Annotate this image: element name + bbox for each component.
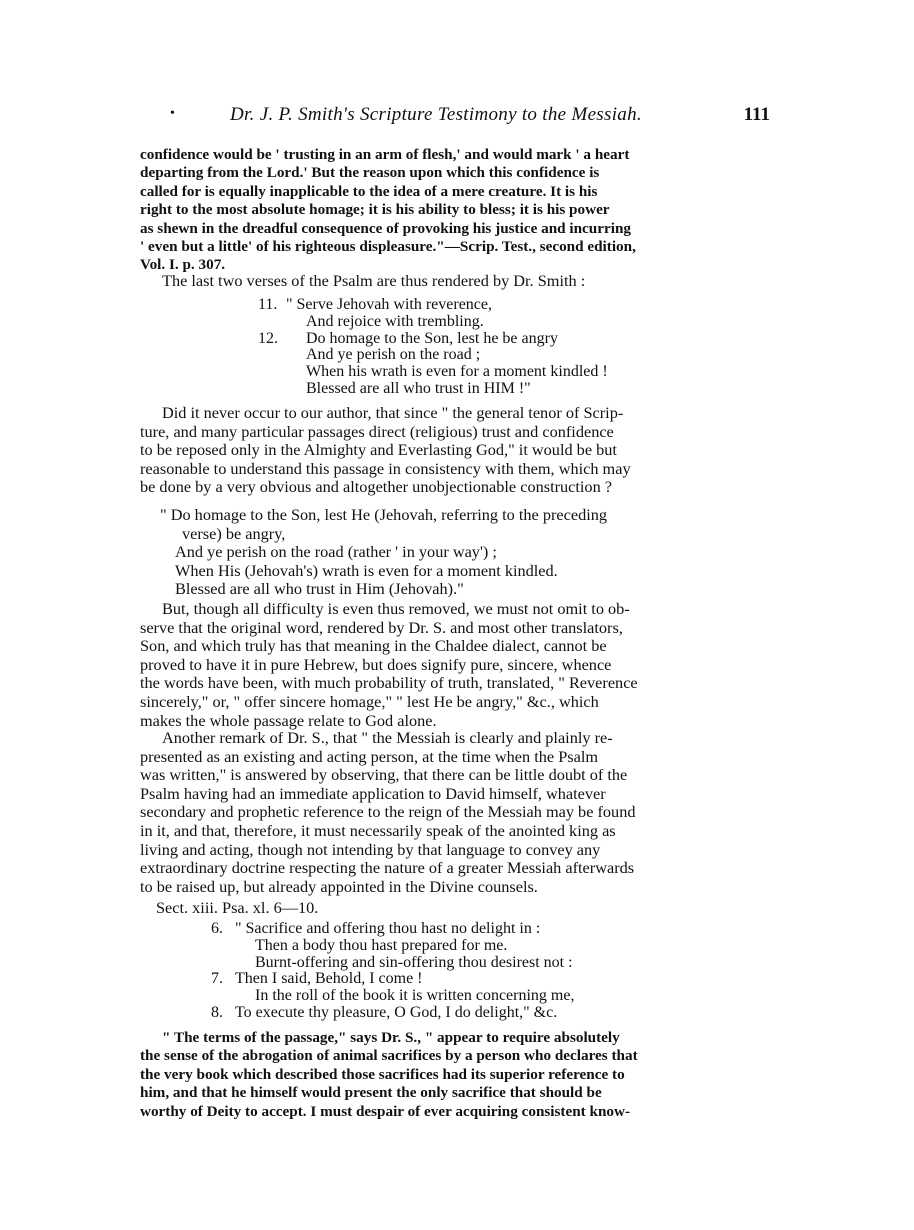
text-line: When His (Jehovah's) wrath is even for a moment kindled. <box>175 560 558 580</box>
verse-line <box>211 988 574 1005</box>
text-line: Vol. I. p. 307. <box>140 256 226 274</box>
header-dot: • <box>170 106 175 121</box>
verse-line <box>258 381 608 398</box>
paragraph-another-remark <box>140 729 768 896</box>
verse-text: Do homage to the Son, lest he be angry <box>306 329 558 347</box>
text-line: Psalm having had an immediate application to David himself, whatever <box>140 783 606 803</box>
text-line: called for is equally inapplicable to the idea of a mere creature. It is his <box>140 182 598 200</box>
text-line: him, and that he himself would present the only sacrifice that should be <box>140 1084 602 1102</box>
verse-text: Burnt-offering and sin-offering thou desirest not : <box>255 953 573 971</box>
text-line: secondary and prophetic reference to the reign of the Messiah may be found <box>140 802 636 822</box>
text-line: departing from the Lord.' But the reason upon which this confidence is <box>140 164 600 182</box>
text-line: living and acting, though not intending by that language to convey any <box>140 839 601 859</box>
verse-text: When his wrath is even for a moment kindled ! <box>306 363 608 381</box>
verse-text: To execute thy pleasure, O God, I do delight," &c. <box>235 1003 558 1021</box>
text-line: presented as an existing and acting person, at the time when the Psalm <box>140 746 599 766</box>
verse-text: Then I said, Behold, I come ! <box>235 970 423 988</box>
verse-text: " Serve Jehovah with reverence, <box>286 296 492 313</box>
text-line: Sect. xiii. Psa. xl. 6—10. <box>156 898 319 917</box>
text-line: the words have been, with much probability of truth, translated, " Reverence <box>140 673 638 693</box>
paragraph-did-it-never <box>140 404 768 497</box>
text-line: right to the most absolute homage; it is his ability to bless; it is his power <box>140 201 610 219</box>
text-line: verse) be angry, <box>182 523 286 543</box>
text-line: ture, and many particular passages direct (religious) trust and confidence <box>140 421 614 441</box>
text-line: Blessed are all who trust in Him (Jehovah)." <box>175 579 464 599</box>
verse-number: 11. <box>258 296 278 313</box>
verse-line <box>211 1005 574 1022</box>
running-title: Dr. J. P. Smith's Scripture Testimony to the Messiah. <box>230 104 642 125</box>
text-line: the sense of the abrogation of animal sacrifices by a person who declares that <box>140 1047 638 1065</box>
verse-text: And ye perish on the road ; <box>306 346 481 364</box>
psalm-2-verses <box>258 297 608 398</box>
text-line: proved to have it in pure Hebrew, but does signify pure, sincere, whence <box>140 654 612 674</box>
text-line: as shewn in the dreadful consequence of provoking his justice and incurring <box>140 219 631 237</box>
verse-line <box>211 921 574 938</box>
text-line: Did it never occur to our author, that since " the general tenor of Scrip- <box>162 403 624 422</box>
verse-number: 6. <box>211 920 223 937</box>
verse-text: Blessed are all who trust in HIM !" <box>306 379 531 397</box>
text-line: " Do homage to the Son, lest He (Jehovah, referring to the preceding <box>160 505 608 524</box>
verse-text: Then a body thou hast prepared for me. <box>255 936 508 954</box>
paragraph-but-though <box>140 600 768 730</box>
psalm-intro <box>140 272 768 291</box>
text-line: reasonable to understand this passage in consistency with them, which may <box>140 458 631 478</box>
verse-number: 12. <box>258 329 278 347</box>
text-line: sincerely," or, " offer sincere homage," " lest He be angry," &c., which <box>140 691 599 711</box>
verse-text: " Sacrifice and offering thou hast no delight in : <box>235 920 541 937</box>
verse-number: 7. <box>211 970 223 988</box>
running-header <box>170 104 770 134</box>
text-line: Son, and which truly has that meaning in the Chaldee dialect, cannot be <box>140 636 607 656</box>
verse-line <box>258 364 608 381</box>
text-line: The last two verses of the Psalm are thus rendered by Dr. Smith : <box>162 271 586 290</box>
text-line: But, though all difficulty is even thus removed, we must not omit to ob- <box>162 599 630 618</box>
verse-line <box>258 314 608 331</box>
alternative-rendering <box>160 506 768 599</box>
section-reference <box>140 899 768 918</box>
text-line: confidence would be ' trusting in an arm of flesh,' and would mark ' a heart <box>140 146 630 163</box>
verse-line <box>258 331 608 348</box>
text-line: was written," is answered by observing, that there can be little doubt of the <box>140 765 628 785</box>
text-line: ' even but a little' of his righteous displeasure."—Scrip. Test., second edition, <box>140 238 636 256</box>
text-line: serve that the original word, rendered by Dr. S. and most other translators, <box>140 617 623 637</box>
verse-number: 8. <box>211 1003 223 1021</box>
text-line: And ye perish on the road (rather ' in your way') ; <box>175 542 497 562</box>
verse-line <box>211 938 574 955</box>
verse-line <box>258 347 608 364</box>
text-line: to be reposed only in the Almighty and Everlasting God," it would be but <box>140 440 617 460</box>
verse-line <box>258 297 608 314</box>
page-number: 111 <box>743 104 770 125</box>
text-line: extraordinary doctrine respecting the nature of a greater Messiah afterwards <box>140 858 635 878</box>
text-line: worthy of Deity to accept. I must despair of ever acquiring consistent know- <box>140 1102 631 1120</box>
text-line: makes the whole passage relate to God alone. <box>140 710 437 730</box>
text-line: the very book which described those sacrifices had its superior reference to <box>140 1065 625 1083</box>
text-line: Another remark of Dr. S., that " the Messiah is clearly and plainly re- <box>162 728 613 747</box>
verse-line <box>211 955 574 972</box>
text-line: be done by a very obvious and altogether unobjectionable construction ? <box>140 477 613 497</box>
text-line: in it, and that, therefore, it must necessarily speak of the anointed king as <box>140 820 616 840</box>
final-quotation <box>140 1029 768 1121</box>
text-line: " The terms of the passage," says Dr. S., " appear to require absolutely <box>162 1029 620 1046</box>
verse-text: And rejoice with trembling. <box>306 312 484 330</box>
quote-continuation <box>140 146 768 275</box>
text-line: to be raised up, but already appointed in the Divine counsels. <box>140 876 538 896</box>
psalm-40-verses <box>211 921 574 1022</box>
verse-line <box>211 971 574 988</box>
verse-text: In the roll of the book it is written concerning me, <box>255 987 575 1005</box>
